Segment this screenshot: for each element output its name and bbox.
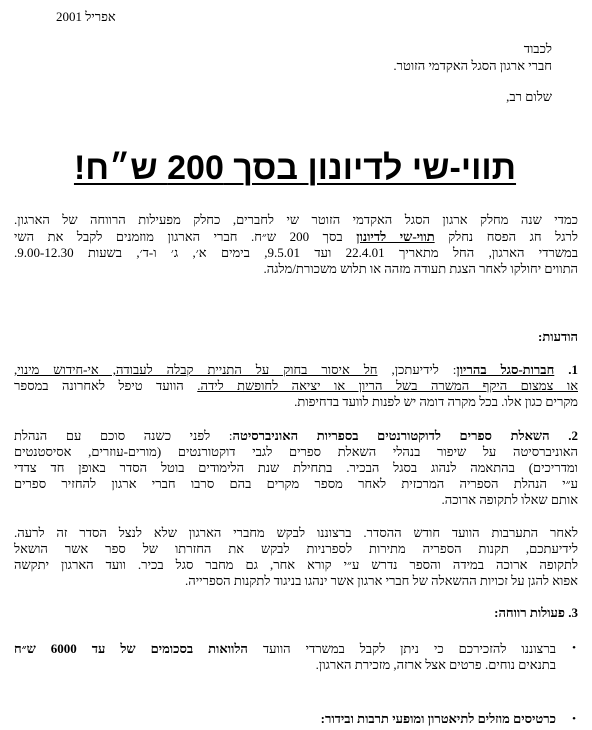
item2-line-5: אותם שאלו לתקופה ארוכה. bbox=[441, 492, 578, 507]
letter-date: אפריל 2001 bbox=[56, 9, 116, 24]
intro-line-4: התווים יחולקו לאחר הצגת תעודה מזהה או תלוש משכורת/מלגה. bbox=[263, 261, 578, 276]
item1-line-1 bbox=[14, 362, 578, 378]
intro-line-2 bbox=[14, 229, 578, 245]
item2-line-4: ע״י הנהלת הספריה המרכזית לאחר מספר מקרים בהם סרבו חברי ארגון להחזיר ספרים bbox=[14, 476, 578, 491]
bullet2-line-1: כרטיסים מוזלים לתיאטרון ומופעי תרבות ובידור: bbox=[320, 711, 556, 726]
item2-label: השאלת ספרים לדוקטורנטים בספריות האוניברסיטה bbox=[232, 428, 550, 443]
item2-number: 2. bbox=[568, 428, 578, 443]
recipient-line-1: לכבוד bbox=[523, 41, 552, 56]
item1-line-3: מקרים כגון אלו. בכל מקרה דומה יש לפנות לוועד בדחיפות. bbox=[294, 394, 578, 409]
intro-line-2-a: לרגל חג הפסח נחלק bbox=[434, 229, 578, 244]
bullet-1-symbol: • bbox=[572, 642, 576, 654]
intro-line-3: במשרדי הארגון, החל מתאריך 22.4.01 ועד 9.5.01, בימים א׳, ג׳ ו-ד׳, בשעות 9.00-12.30. bbox=[14, 245, 578, 260]
bullet-2-symbol: • bbox=[572, 713, 576, 725]
para3-line-4: אפוא להגן על זכויות ההשאלה של חברי ארגון אשר ינהגו בניגוד לתקנות הספרייה. bbox=[185, 573, 578, 588]
recipient-line-2: חברי ארגון הסגל האקדמי הזוטר. bbox=[393, 58, 552, 73]
item1-label: חברות-סגל בהריון bbox=[456, 362, 555, 377]
bullet1-line-1 bbox=[14, 641, 556, 657]
item1-line-1-a: : לידיעתכן, bbox=[377, 362, 457, 377]
item1-number: 1. bbox=[568, 362, 578, 377]
item3-number: 3. bbox=[568, 605, 578, 620]
item3-label: פעולות רווחה: bbox=[494, 605, 565, 620]
item2-line-2: האוניברסיטה על שיפור בנהלי השאלת ספרים לגבי דוקטורנטים (מורים-עוזרים, אסיסטנטים bbox=[14, 444, 578, 459]
item1-line-1-b: חל איסור בחוק על התניית קבלה לעבודה, אי-חידוש מינוי, bbox=[14, 362, 378, 377]
item3-heading bbox=[494, 605, 578, 621]
item2-line-1 bbox=[14, 428, 578, 444]
intro-highlight: תווי-שי לדיונון bbox=[356, 229, 435, 244]
intro-line-2-c: בסך 200 ש״ח. חברי הארגון מוזמנים לקבל את השי bbox=[14, 229, 357, 244]
item1-line-2-a: או צמצום היקף המשרה בשל הריון או יציאה לחופשת לידה. bbox=[197, 378, 578, 393]
para3-line-2: לידיעתכם, תקנות הספריה מתירות לספרניות לבקש את החזרתו של ספר אשר הושאל bbox=[14, 541, 578, 556]
bullet1-line-1-a: ברצוננו להזכירכם כי ניתן לקבל במשרדי הוועד bbox=[247, 641, 556, 656]
item2-line-3: ומדריכים) בהתאמה לנהוג בסגל הבכיר. בתחילת שנת הלימודים בוטל הסדר באופן חד צדדי bbox=[14, 460, 578, 475]
bullet1-line-2: בתנאים נוחים. פרטים אצל ארזה, מזכירת הארגון. bbox=[315, 657, 556, 672]
item1-line-2 bbox=[14, 378, 578, 394]
intro-line-1: כמדי שנה מחלק ארגון הסגל האקדמי הזוטר שי לחברים, כחלק מפעילות הרווחה של הארגון. bbox=[14, 212, 578, 227]
bullet1-line-1-b: הלוואות בסכומים של עד 6000 ש״ח bbox=[14, 641, 248, 656]
para3-line-3: לתקופה ארוכה במידה והספר נדרש ע״י קורא אחר, גם מחבר סגל בכיר. וועד הארגון יתקשה bbox=[14, 557, 578, 572]
page-title: תווי-שי לדיונון בסך 200 ש״ח! bbox=[73, 149, 517, 187]
para3-line-1: לאחר התערבות הוועד חודש ההסדר. ברצוננו לבקש מחברי הארגון שלא לנצל הסדר זה לרעה. bbox=[14, 525, 578, 540]
updates-heading: הודעות: bbox=[538, 329, 578, 344]
item1-line-2-b: הוועד טיפל לאחרונה במספר bbox=[14, 378, 198, 393]
item2-line-1-b: : לפני כשנה סוכם עם הנהלת bbox=[14, 428, 233, 443]
greeting: שלום רב, bbox=[506, 89, 552, 104]
